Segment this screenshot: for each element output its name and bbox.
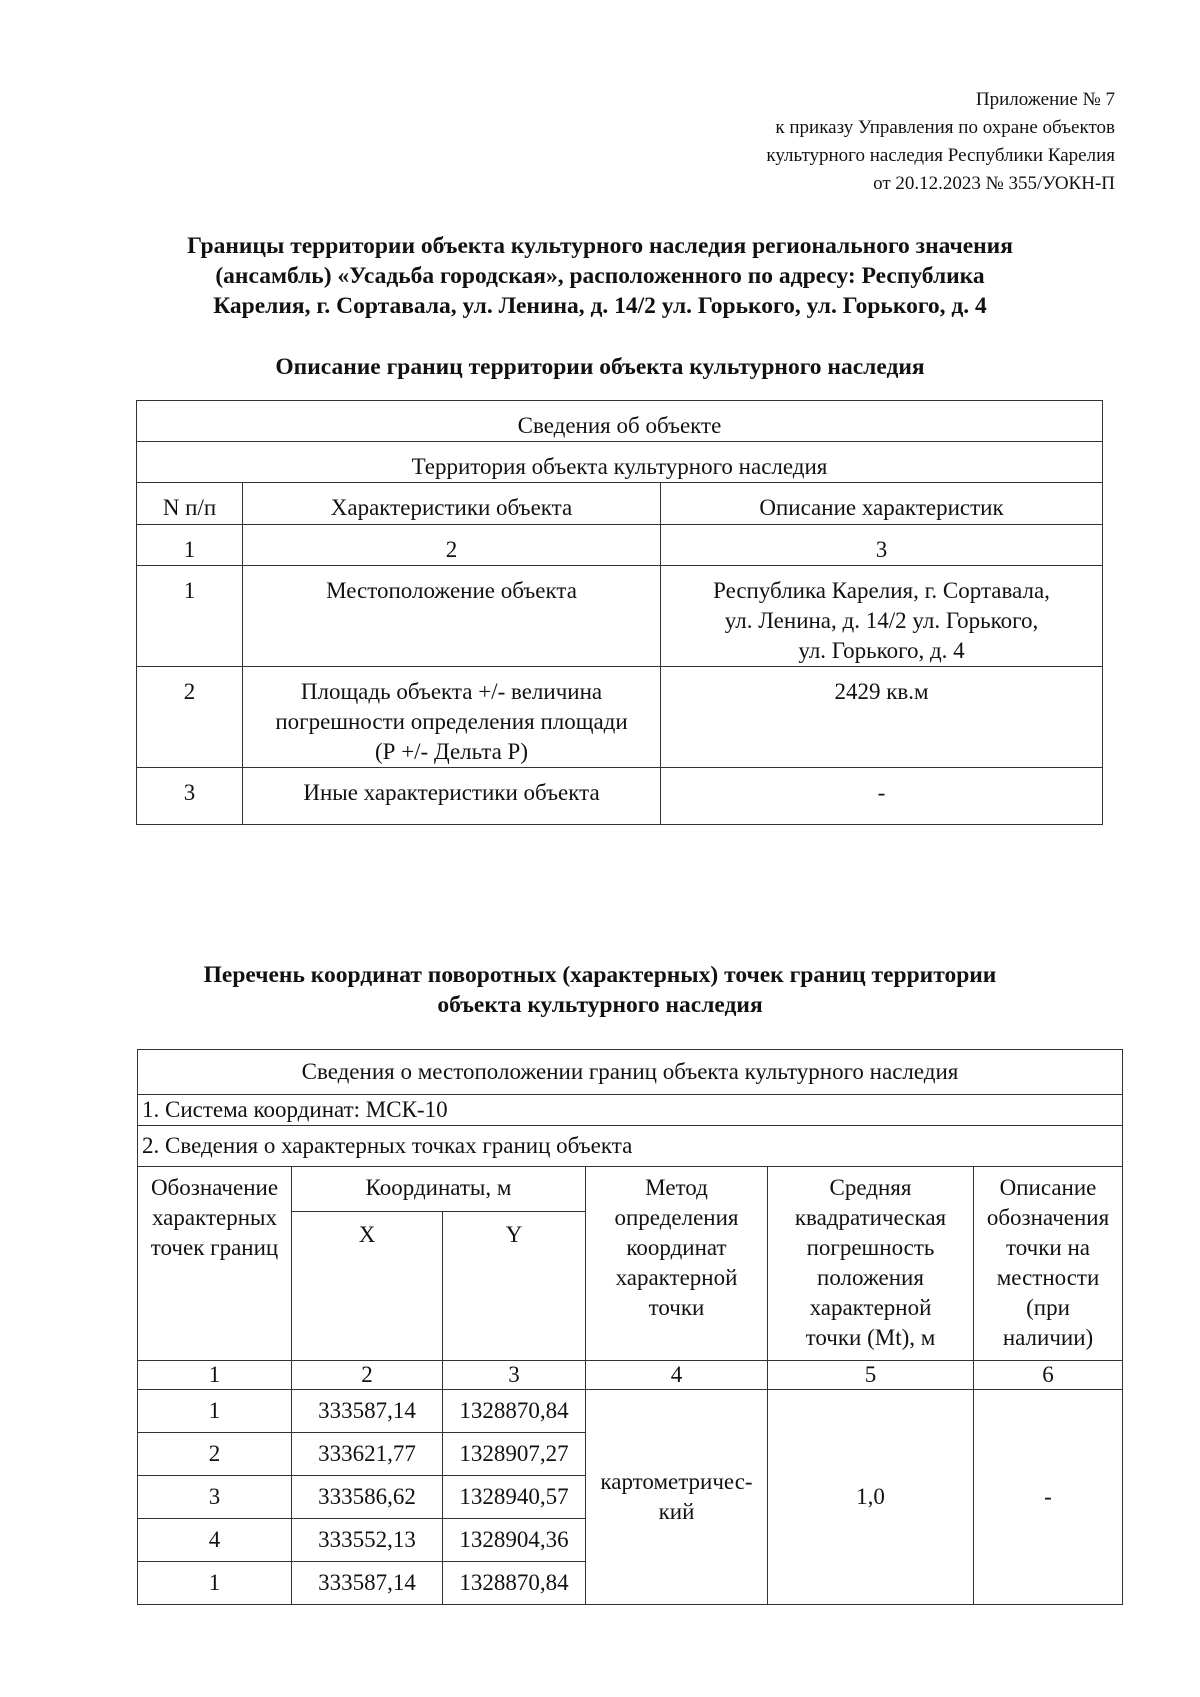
points-info: 2. Сведения о характерных точках границ объекта	[138, 1126, 1123, 1167]
title-line: Карелия, г. Сортавала, ул. Ленина, д. 14/2 ул. Горького, ул. Горького, д. 4	[213, 293, 987, 319]
approval-line: к приказу Управления по охране объектов	[775, 117, 1115, 138]
row-characteristic: Местоположение объекта	[243, 566, 661, 667]
table-row	[137, 768, 1103, 825]
description-section-title: Описание границ территории объекта культурного наследия	[275, 354, 925, 380]
coords-table-header: Сведения о местоположении границ объекта культурного наследия	[138, 1050, 1123, 1095]
point-x: 333621,77	[292, 1433, 443, 1476]
point-y: 1328870,84	[443, 1390, 586, 1433]
point-y: 1328904,36	[443, 1519, 586, 1562]
column-header: Описание характеристик	[661, 483, 1103, 525]
column-number: 5	[768, 1361, 974, 1390]
column-number: 3	[661, 525, 1103, 566]
coordinates-section-title: Перечень координат поворотных (характерных) точек границ территории объекта культурного наследия	[203, 962, 997, 1018]
description-table	[136, 400, 1103, 825]
column-number: 3	[443, 1361, 586, 1390]
point-id: 1	[138, 1390, 292, 1433]
column-header: N п/п	[137, 483, 243, 525]
row-number: 3	[137, 768, 243, 825]
approval-line: от 20.12.2023 № 355/УОКН-П	[873, 173, 1115, 194]
point-id: 1	[138, 1562, 292, 1605]
coordinate-system: 1. Система координат: МСК-10	[138, 1095, 1123, 1126]
point-x: 333587,14	[292, 1562, 443, 1605]
column-number: 2	[243, 525, 661, 566]
column-header-y: Y	[443, 1212, 586, 1361]
point-id: 2	[138, 1433, 292, 1476]
approval-block	[766, 86, 1115, 198]
table-row	[138, 1390, 1123, 1433]
title-line: Границы территории объекта культурного наследия регионального значения	[187, 233, 1013, 259]
row-description: -	[661, 768, 1103, 825]
point-y: 1328870,84	[443, 1562, 586, 1605]
column-header-error: Средняя квадратическая погрешность положения характерной точки (Mt), м	[768, 1167, 974, 1361]
column-header-designation: Обозначение характерных точек границ	[138, 1167, 292, 1361]
row-description: Республика Карелия, г. Сортавала, ул. Ленина, д. 14/2 ул. Горького, ул. Горького, д. 4	[661, 566, 1103, 667]
row-number: 1	[137, 566, 243, 667]
column-number: 6	[974, 1361, 1123, 1390]
column-header-x: X	[292, 1212, 443, 1361]
point-x: 333552,13	[292, 1519, 443, 1562]
error-value: 1,0	[768, 1390, 974, 1605]
row-characteristic: Площадь объекта +/- величина погрешности определения площади (Р +/- Дельта Р)	[243, 667, 661, 768]
point-x: 333586,62	[292, 1476, 443, 1519]
row-number: 2	[137, 667, 243, 768]
approval-line: Приложение № 7	[975, 89, 1115, 110]
point-x: 333587,14	[292, 1390, 443, 1433]
point-id: 4	[138, 1519, 292, 1562]
point-y: 1328940,57	[443, 1476, 586, 1519]
document-title	[140, 231, 1060, 321]
column-number: 1	[137, 525, 243, 566]
column-header-method: Метод определения координат характерной точки	[586, 1167, 768, 1361]
method-value: картометричес- кий	[586, 1390, 768, 1605]
column-header-point-description: Описание обозначения точки на местности (при наличии)	[974, 1167, 1123, 1361]
point-description-value: -	[974, 1390, 1123, 1605]
table-row	[137, 566, 1103, 667]
approval-line: культурного наследия Республики Карелия	[766, 145, 1115, 166]
coordinates-table	[137, 1049, 1123, 1605]
table-header-object: Сведения об объекте	[137, 401, 1103, 442]
point-y: 1328907,27	[443, 1433, 586, 1476]
table-row	[137, 667, 1103, 768]
column-number: 4	[586, 1361, 768, 1390]
column-header-coordinates: Координаты, м	[292, 1167, 586, 1212]
column-number: 2	[292, 1361, 443, 1390]
table-header-territory: Территория объекта культурного наследия	[137, 442, 1103, 483]
column-header: Характеристики объекта	[243, 483, 661, 525]
row-description: 2429 кв.м	[661, 667, 1103, 768]
row-characteristic: Иные характеристики объекта	[243, 768, 661, 825]
point-id: 3	[138, 1476, 292, 1519]
title-line: (ансамбль) «Усадьба городская», расположенного по адресу: Республика	[215, 263, 985, 289]
column-number: 1	[138, 1361, 292, 1390]
